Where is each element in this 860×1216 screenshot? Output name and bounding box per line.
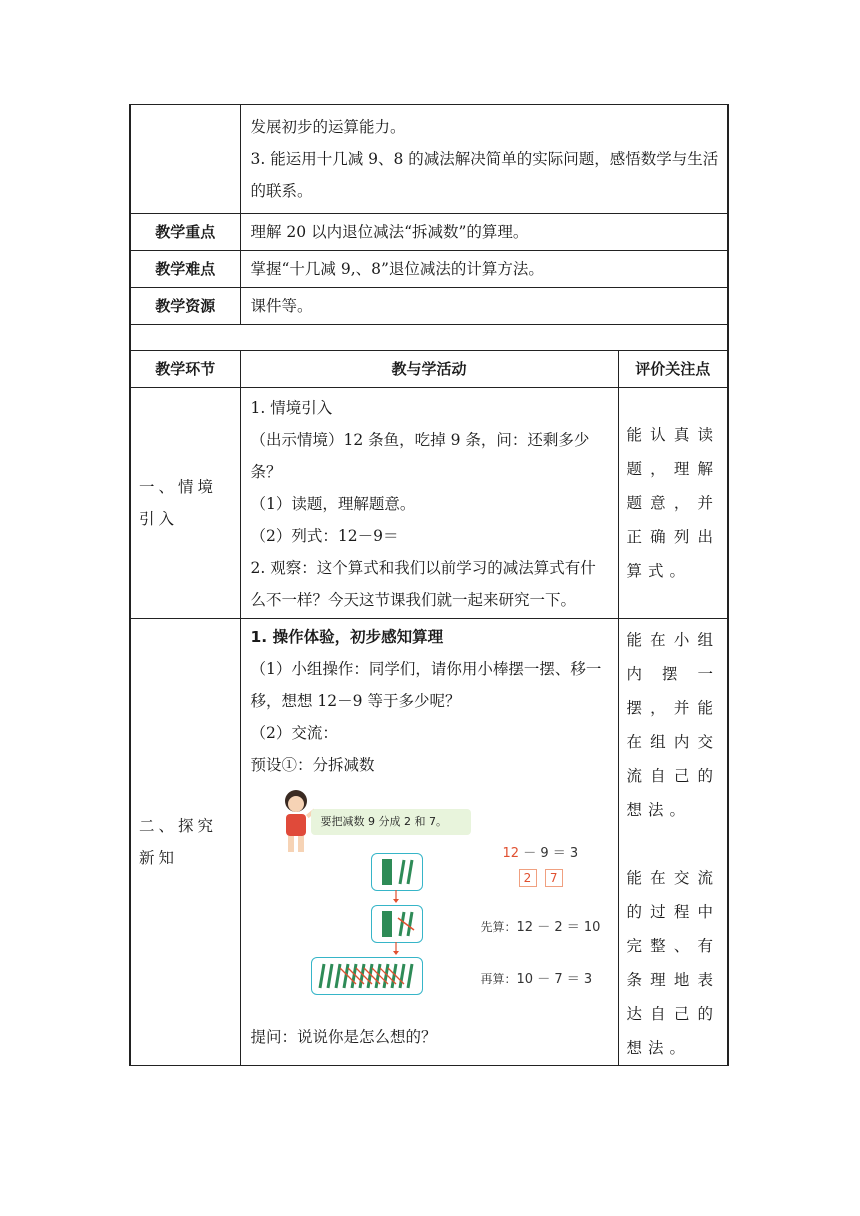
- difficulty-label: 教学难点: [130, 251, 240, 288]
- split-box-2: 7: [545, 869, 563, 887]
- result: 3: [569, 846, 579, 861]
- section2-title: 1. 操作体验，初步感知算理: [250, 628, 444, 646]
- section1-line: （1）读题，理解题意。: [250, 495, 416, 513]
- section2-question: 提问：说说你是怎么想的？: [250, 1028, 437, 1046]
- section1-line: （2）列式：12－9＝: [250, 527, 399, 545]
- section2-line: （2）交流：: [250, 724, 338, 742]
- section2-eval2: 能在交流的过程中完整、有条理地表达自己的想法。: [626, 869, 720, 1057]
- subtrahend: 9: [540, 846, 549, 861]
- step1-label: 先算：: [480, 920, 517, 934]
- resources-label: 教学资源: [130, 288, 240, 325]
- step2-expr: 10 － 7 ＝ 3: [516, 972, 593, 987]
- arrow-down-icon: [391, 890, 401, 904]
- sticks-box-2: [371, 905, 423, 943]
- difficulty-text: 掌握“十几减 9,、8”退位减法的计算方法。: [240, 251, 728, 288]
- section2-content: [240, 619, 618, 1066]
- sticks-box-3: [311, 957, 423, 995]
- main-equation: [503, 845, 579, 863]
- key-point-text: 理解 20 以内退位减法“拆减数”的算理。: [240, 214, 728, 251]
- section1-eval: 能认真读题，理解题意，并正确列出算式。: [618, 388, 728, 619]
- section2-eval: [618, 619, 728, 1066]
- header-col3: 评价关注点: [618, 351, 728, 388]
- resources-text: 课件等。: [240, 288, 728, 325]
- header-col1: 教学环节: [130, 351, 240, 388]
- minus-sign: －: [523, 846, 537, 861]
- key-point-label: 教学重点: [130, 214, 240, 251]
- section1-name: 一、情境引入: [130, 388, 240, 619]
- split-box-1: 2: [519, 869, 537, 887]
- section1-row: [130, 388, 728, 619]
- section1-content: [240, 388, 618, 619]
- spacer-row: [130, 325, 728, 351]
- lesson-plan-table: [129, 104, 729, 1066]
- difficulty-row: [130, 251, 728, 288]
- objectives-text-cell: [240, 105, 728, 214]
- section2-eval1: 能在小组内摆一摆，并能在组内交流自己的想法。: [626, 631, 720, 819]
- sticks-icon: [312, 958, 422, 994]
- section2-line: 预设①：分拆减数: [250, 756, 375, 774]
- sticks-icon: [372, 906, 422, 942]
- split-boxes: [519, 869, 567, 888]
- equals-sign: ＝: [552, 846, 566, 861]
- section1-line: （出示情境）12 条鱼，吃掉 9 条，问：还剩多少条？: [250, 431, 590, 481]
- step2-label: 再算：: [480, 972, 517, 986]
- subtraction-illustration: [251, 787, 610, 1017]
- sticks-box-1: [371, 853, 423, 891]
- section2-row: [130, 619, 728, 1066]
- section2-line: （1）小组操作：同学们，请你用小棒摆一摆、移一移，想想 12－9 等于多少呢？: [250, 660, 602, 710]
- arrow-down-icon: [391, 942, 401, 956]
- objective-line: 3. 能运用十几减 9、8 的减法解决简单的实际问题，感悟数学与生活的联系。: [250, 150, 719, 200]
- sticks-icon: [372, 854, 422, 890]
- section1-line: 1. 情境引入: [250, 399, 333, 417]
- spacer-cell: [130, 325, 728, 351]
- step1-expr: 12 － 2 ＝ 10: [516, 920, 601, 935]
- objective-line: 发展初步的运算能力。: [250, 118, 406, 136]
- objectives-row: [130, 105, 728, 214]
- minuend: 12: [502, 846, 520, 861]
- section1-line: 2. 观察：这个算式和我们以前学习的减法算式有什么不一样？今天这节课我们就一起来研究一下。: [250, 559, 596, 609]
- header-row: [130, 351, 728, 388]
- header-col2: 教与学活动: [240, 351, 618, 388]
- objectives-label-cell: [130, 105, 240, 214]
- key-point-row: [130, 214, 728, 251]
- step2: [481, 963, 593, 996]
- step1: [481, 911, 601, 944]
- speech-bubble: 要把减数 9 分成 2 和 7。: [311, 809, 471, 835]
- section2-name: 二、探究新知: [130, 619, 240, 1066]
- resources-row: [130, 288, 728, 325]
